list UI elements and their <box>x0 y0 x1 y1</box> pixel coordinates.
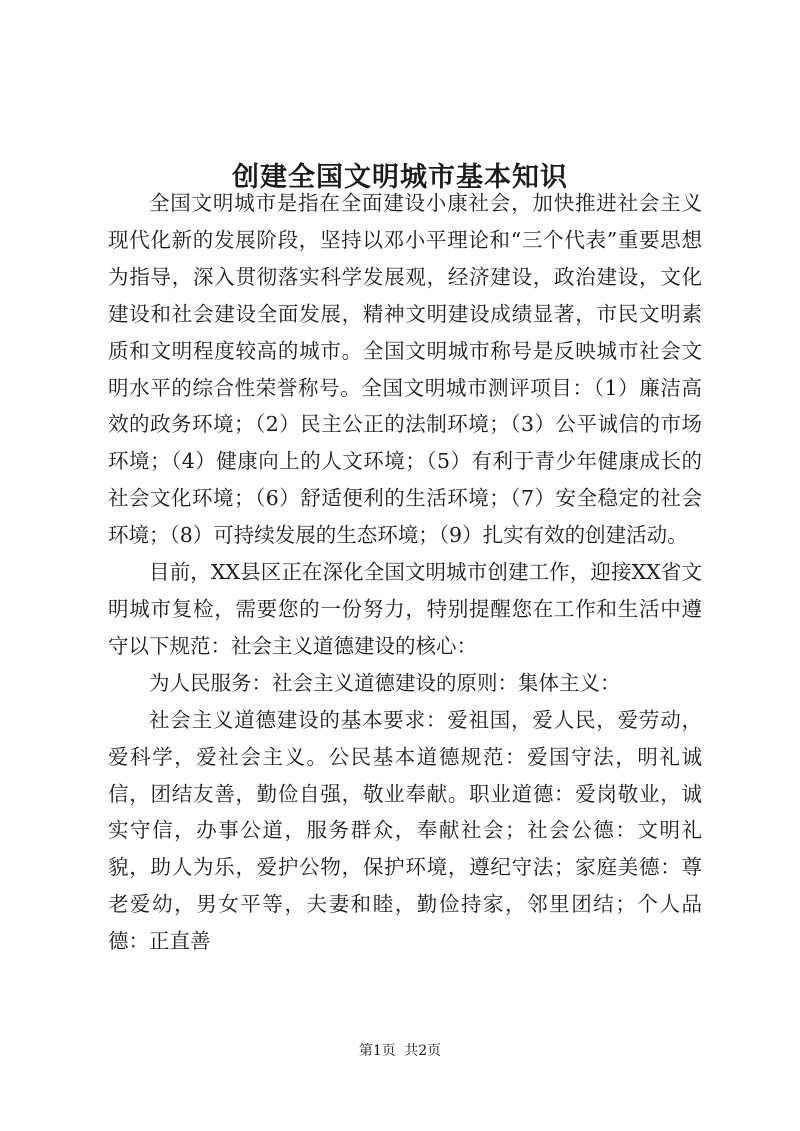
paragraph-service-principle: 为人民服务：社会主义道德建设的原则：集体主义： <box>149 670 621 695</box>
paragraph-moral-requirements: 社会主义道德建设的基本要求：爱祖国，爱人民，爱劳动，爱科学，爱社会主义。公民基本道德规范：爱国守法，明礼诚信，团结友善，勤俭自强，敬业奉献。职业道德：爱岗敬业，诚实守信，办事公道，服务群众，奉献社会；社会公德：文明礼貌，助人为乐，爱护公物，保护环境，遵纪守法；家庭美德：尊老爱幼，男女平等，夫妻和睦，勤俭持家，邻里团结；个人品德：正直善 <box>108 707 702 954</box>
paragraph-definition: 全国文明城市是指在全面建设小康社会，加快推进社会主义现代化新的发展阶段，坚持以邓小平理论和“三个代表”重要思想为指导，深入贯彻落实科学发展观，经济建设，政治建设，文化建设和社会建设全面发展，精神文明建设成绩显著，市民文明素质和文明程度较高的城市。全国文明城市称号是反映城市社会文明水平的综合性荣誉称号。全国文明城市测评项目：（1）廉洁高效的政务环境；（2）民主公正的法制环境；（3）公平诚信的市场环境；（4）健康向上的人文环境；（5）有利于青少年健康成长的社会文化环境；（6）舒适便利的生活环境；（7）安全稳定的社会环境；（8）可持续发展的生态环境；（9）扎实有效的创建活动。 <box>108 191 702 548</box>
page-footer <box>0 1041 800 1061</box>
document-title: 创建全国文明城市基本知识 <box>232 162 568 194</box>
document-body <box>108 185 702 960</box>
page-number: 第1页 <box>358 1043 396 1059</box>
page-total: 共2页 <box>404 1043 442 1059</box>
paragraph-current-work: 目前，XX县区正在深化全国文明城市创建工作，迎接XX省文明城市复检，需要您的一份努力，特别提醒您在工作和生活中遵守以下规范：社会主义道德建设的核心： <box>108 560 702 658</box>
